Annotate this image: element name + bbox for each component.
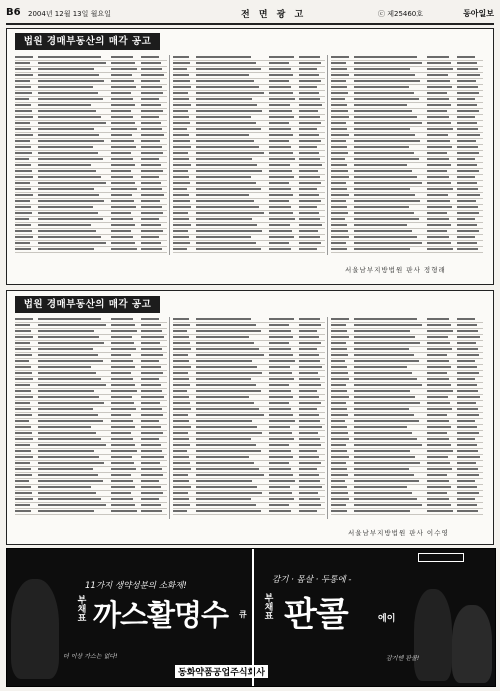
ad-right-product: 판콜 [284, 595, 348, 635]
ad-right-handwriting: 감기엔 판콜! [386, 655, 420, 662]
auction-notice-bottom [6, 290, 494, 545]
notice-column [15, 317, 167, 519]
ad-left-product: 까스활명수 [93, 598, 229, 632]
auction-notice-top [6, 28, 494, 285]
ad-left-badge: 부채표 [77, 596, 87, 624]
model-photo-right-2 [452, 605, 492, 683]
notice-title-bottom: 법원 경매부동산의 매각 공고 [15, 296, 160, 313]
model-photo-left [11, 579, 59, 679]
company-name: 동화약품공업주식회사 [175, 665, 268, 678]
notice-row [15, 247, 167, 253]
notice-row [15, 509, 167, 515]
column-divider [169, 55, 170, 255]
issue-number: ⓒ 제25460호 [378, 10, 424, 18]
column-divider [327, 317, 328, 519]
ad-right-suffix: 에이 [378, 614, 396, 624]
notice-table-bottom [13, 317, 487, 519]
notice-column [173, 55, 325, 255]
section-title: 전 면 광 고 [241, 10, 307, 20]
notice-column [331, 55, 483, 255]
ad-left-panel [7, 549, 265, 686]
notice-table-top [13, 55, 487, 255]
issue-date: 2004년 12월 13일 월요일 [28, 10, 111, 18]
court-signature-bottom: 서울남부지방법원 판사 이수영 [348, 529, 449, 537]
notice-column [15, 55, 167, 255]
ad-left-slogan: 11가지 생약성분의 소화제! [85, 581, 187, 591]
notice-row [173, 509, 325, 515]
pharma-advertisement [6, 548, 496, 687]
notice-row [331, 509, 483, 515]
notice-title-top: 법원 경매부동산의 매각 공고 [15, 33, 160, 50]
ad-left-suffix: 큐 [239, 610, 247, 619]
ad-right-panel [252, 549, 497, 686]
ad-right-badge: 부채표 [264, 594, 274, 622]
notice-row [173, 247, 325, 253]
column-divider [169, 317, 170, 519]
notice-column [173, 317, 325, 519]
notice-row [331, 247, 483, 253]
newspaper-name: 동아일보 [463, 9, 494, 18]
ad-right-info-box [418, 553, 464, 562]
court-signature-top: 서울남부지방법원 판사 정형래 [345, 266, 446, 274]
model-photo-right-1 [414, 589, 452, 681]
notice-column [331, 317, 483, 519]
ad-left-handwriting: 더 이상 가스는 없다! [63, 653, 118, 660]
column-divider [327, 55, 328, 255]
page-number: B6 [6, 7, 21, 18]
page-header [6, 7, 494, 25]
ad-right-slogan: 감기 · 몸살 · 두통에 - [272, 575, 352, 585]
